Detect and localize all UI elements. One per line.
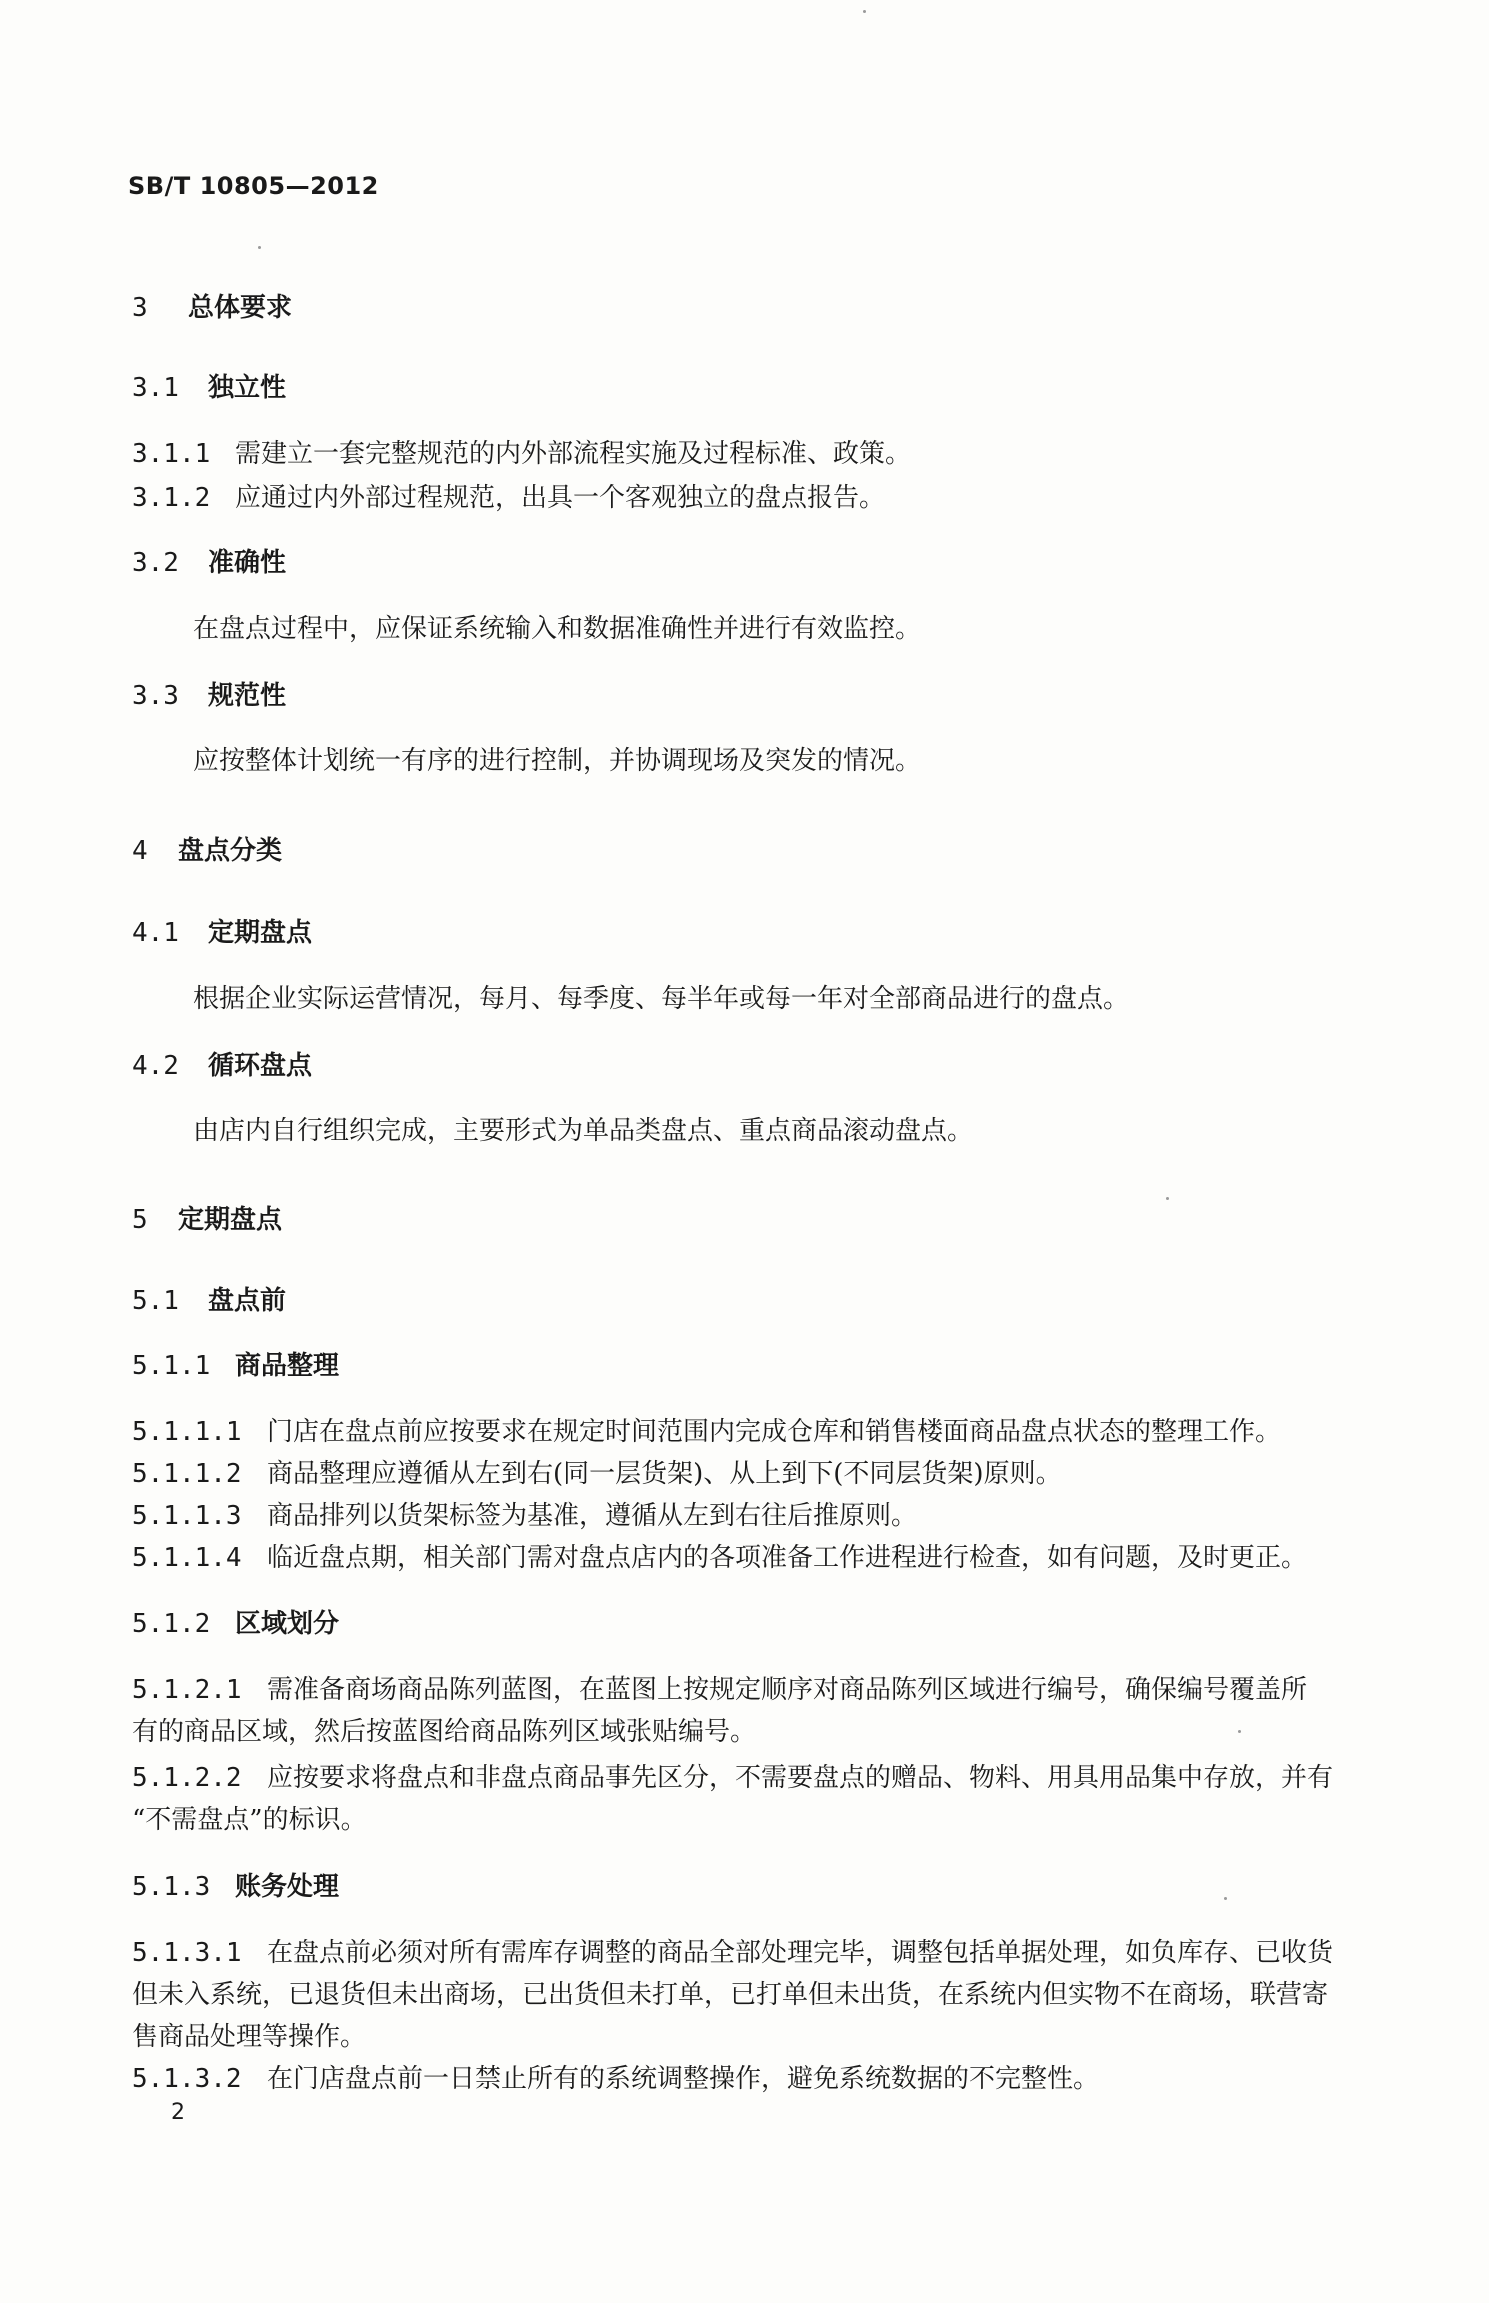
section-number: 5 [132, 1205, 148, 1235]
section-title: 商品整理 [235, 1351, 340, 1381]
clause-3-1-1 [132, 438, 911, 470]
clause-5-1-1-3 [132, 1500, 917, 1532]
clause-number: 5.1.2.1 [132, 1675, 242, 1705]
clause-5-1-1-2 [132, 1458, 1062, 1490]
section-title: 独立性 [208, 373, 287, 403]
paragraph-4-2: 由店内自行组织完成，主要形式为单品类盘点、重点商品滚动盘点。 [193, 1116, 974, 1146]
heading-5-1-1 [132, 1350, 339, 1382]
heading-3-2 [132, 547, 286, 579]
clause-number: 5.1.3.2 [132, 2064, 242, 2094]
clause-5-1-2-2 [132, 1762, 1333, 1794]
section-title: 规范性 [208, 681, 287, 711]
section-number: 4.2 [132, 1051, 179, 1081]
clause-text: 应通过内外部过程规范，出具一个客观独立的盘点报告。 [235, 483, 886, 513]
section-number: 5.1.3 [132, 1872, 211, 1902]
heading-5 [132, 1204, 282, 1236]
heading-4-1 [132, 917, 312, 949]
scan-speck [1238, 1730, 1241, 1733]
clause-5-1-2-1 [132, 1674, 1307, 1706]
clause-number: 5.1.1.2 [132, 1459, 242, 1489]
heading-5-1 [132, 1285, 286, 1317]
heading-5-1-3 [132, 1871, 339, 1903]
section-title: 定期盘点 [208, 918, 313, 948]
heading-4 [132, 835, 282, 867]
section-title: 循环盘点 [208, 1051, 313, 1081]
clause-5-1-3-1 [132, 1937, 1333, 1969]
scan-speck [1166, 1197, 1169, 1200]
clause-number: 5.1.2.2 [132, 1763, 242, 1793]
standard-code: SB/T 10805—2012 [128, 172, 379, 200]
section-title: 定期盘点 [178, 1205, 283, 1235]
clause-5-1-3-2 [132, 2063, 1099, 2095]
clause-text: 商品整理应遵循从左到右(同一层货架)、从上到下(不同层货架)原则。 [267, 1459, 1062, 1489]
section-title: 准确性 [208, 548, 287, 578]
heading-4-2 [132, 1050, 312, 1082]
heading-3-1 [132, 372, 286, 404]
section-number: 3 [132, 293, 148, 323]
clause-5-1-1-1 [132, 1416, 1281, 1448]
section-number: 5.1.1 [132, 1351, 211, 1381]
section-title: 账务处理 [235, 1872, 340, 1902]
heading-3-3 [132, 680, 286, 712]
clause-number: 5.1.3.1 [132, 1938, 242, 1968]
clause-text: 临近盘点期，相关部门需对盘点店内的各项准备工作进程进行检查，如有问题，及时更正。 [267, 1543, 1308, 1573]
section-number: 3.1 [132, 373, 179, 403]
section-title: 盘点分类 [178, 836, 283, 866]
section-number: 4 [132, 836, 148, 866]
scan-speck [258, 246, 261, 249]
clause-number: 3.1.1 [132, 439, 211, 469]
clause-5-1-3-1-cont2: 售商品处理等操作。 [132, 2022, 367, 2052]
clause-number: 5.1.1.1 [132, 1417, 242, 1447]
section-number: 4.1 [132, 918, 179, 948]
clause-text: 需建立一套完整规范的内外部流程实施及过程标准、政策。 [235, 439, 912, 469]
paragraph-3-2: 在盘点过程中，应保证系统输入和数据准确性并进行有效监控。 [193, 614, 922, 644]
scan-speck [863, 10, 866, 13]
clause-3-1-2 [132, 482, 885, 514]
heading-5-1-2 [132, 1608, 339, 1640]
clause-text: 应按要求将盘点和非盘点商品事先区分，不需要盘点的赠品、物料、用具用品集中存放，并有 [267, 1763, 1334, 1793]
paragraph-3-3: 应按整体计划统一有序的进行控制，并协调现场及突发的情况。 [193, 746, 922, 776]
clause-5-1-3-1-cont: 但未入系统，已退货但未出商场，已出货但未打单，已打单但未出货，在系统内但实物不在商场，联营寄 [132, 1980, 1329, 2010]
clause-text: 需准备商场商品陈列蓝图，在蓝图上按规定顺序对商品陈列区域进行编号，确保编号覆盖所 [267, 1675, 1308, 1705]
clause-5-1-2-2-cont: “不需盘点”的标识。 [132, 1805, 367, 1835]
paragraph-4-1: 根据企业实际运营情况，每月、每季度、每半年或每一年对全部商品进行的盘点。 [193, 984, 1130, 1014]
section-number: 5.1 [132, 1286, 179, 1316]
section-number: 5.1.2 [132, 1609, 211, 1639]
clause-text: 在盘点前必须对所有需库存调整的商品全部处理完毕，调整包括单据处理，如负库存、已收货 [267, 1938, 1334, 1968]
section-title: 盘点前 [208, 1286, 287, 1316]
clause-number: 5.1.1.3 [132, 1501, 242, 1531]
section-title: 总体要求 [188, 293, 293, 323]
heading-3 [132, 292, 292, 324]
section-number: 3.2 [132, 548, 179, 578]
clause-number: 5.1.1.4 [132, 1543, 242, 1573]
clause-text: 在门店盘点前一日禁止所有的系统调整操作，避免系统数据的不完整性。 [267, 2064, 1100, 2094]
clause-number: 3.1.2 [132, 483, 211, 513]
page-number: 2 [171, 2100, 185, 2125]
scan-speck [1224, 1897, 1227, 1900]
clause-5-1-2-1-cont: 有的商品区域，然后按蓝图给商品陈列区域张贴编号。 [132, 1717, 757, 1747]
section-number: 3.3 [132, 681, 179, 711]
clause-5-1-1-4 [132, 1542, 1307, 1574]
section-title: 区域划分 [235, 1609, 340, 1639]
clause-text: 商品排列以货架标签为基准，遵循从左到右往后推原则。 [267, 1501, 918, 1531]
clause-text: 门店在盘点前应按要求在规定时间范围内完成仓库和销售楼面商品盘点状态的整理工作。 [267, 1417, 1282, 1447]
